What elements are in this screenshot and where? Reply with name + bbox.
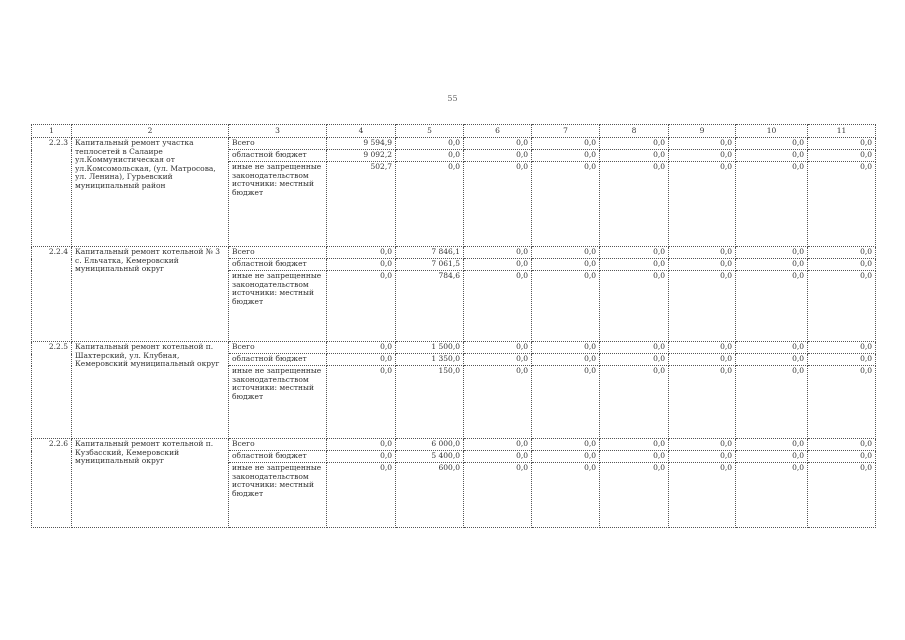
value-cell: 0,0 <box>327 463 396 528</box>
value-cell: 0,0 <box>808 439 876 451</box>
section-name: Капитальный ремонт котельной № 3 с. Ельчатка, Кемеровский муниципальный округ <box>72 247 229 342</box>
value-cell: 0,0 <box>464 342 532 354</box>
column-header: 7 <box>532 125 600 138</box>
value-cell: 0,0 <box>736 271 808 342</box>
value-cell: 0,0 <box>669 366 736 439</box>
value-cell: 0,0 <box>600 271 669 342</box>
value-cell: 0,0 <box>396 162 464 247</box>
value-cell: 0,0 <box>736 342 808 354</box>
column-header: 6 <box>464 125 532 138</box>
value-cell: 0,0 <box>808 259 876 271</box>
table-row <box>32 247 876 259</box>
value-cell: 0,0 <box>736 259 808 271</box>
section-name: Капитальный ремонт котельной п. Кузбасский, Кемеровский муниципальный округ <box>72 439 229 528</box>
value-cell: 7 061,5 <box>396 259 464 271</box>
value-cell: 0,0 <box>600 354 669 366</box>
budget-table <box>31 124 876 528</box>
value-cell: 0,0 <box>669 463 736 528</box>
value-cell: 0,0 <box>600 150 669 162</box>
value-cell: 784,6 <box>396 271 464 342</box>
value-cell: 9 092,2 <box>327 150 396 162</box>
value-cell: 0,0 <box>327 354 396 366</box>
section-code: 2.2.6 <box>32 439 72 528</box>
value-cell: 0,0 <box>396 138 464 150</box>
column-number-row <box>32 125 876 138</box>
funding-source-label: Всего <box>229 342 327 354</box>
value-cell: 502,7 <box>327 162 396 247</box>
value-cell: 0,0 <box>464 354 532 366</box>
value-cell: 0,0 <box>532 463 600 528</box>
value-cell: 0,0 <box>669 451 736 463</box>
section-code: 2.2.5 <box>32 342 72 439</box>
value-cell: 0,0 <box>808 271 876 342</box>
value-cell: 0,0 <box>327 271 396 342</box>
value-cell: 9 594,9 <box>327 138 396 150</box>
value-cell: 0,0 <box>327 247 396 259</box>
value-cell: 0,0 <box>327 342 396 354</box>
funding-source-label: областной бюджет <box>229 451 327 463</box>
value-cell: 0,0 <box>532 354 600 366</box>
value-cell: 0,0 <box>669 150 736 162</box>
value-cell: 0,0 <box>532 247 600 259</box>
value-cell: 0,0 <box>808 366 876 439</box>
value-cell: 0,0 <box>600 463 669 528</box>
section-code: 2.2.3 <box>32 138 72 247</box>
funding-source-label: иные не запрещенные законодательством источники: местный бюджет <box>229 463 327 528</box>
value-cell: 0,0 <box>600 162 669 247</box>
column-header: 11 <box>808 125 876 138</box>
value-cell: 600,0 <box>396 463 464 528</box>
value-cell: 0,0 <box>736 463 808 528</box>
value-cell: 0,0 <box>532 150 600 162</box>
value-cell: 0,0 <box>464 451 532 463</box>
value-cell: 0,0 <box>669 271 736 342</box>
value-cell: 0,0 <box>532 138 600 150</box>
value-cell: 7 846,1 <box>396 247 464 259</box>
value-cell: 0,0 <box>464 463 532 528</box>
section-code: 2.2.4 <box>32 247 72 342</box>
value-cell: 0,0 <box>600 451 669 463</box>
value-cell: 0,0 <box>464 138 532 150</box>
funding-source-label: иные не запрещенные законодательством источники: местный бюджет <box>229 162 327 247</box>
value-cell: 0,0 <box>464 247 532 259</box>
value-cell: 0,0 <box>464 439 532 451</box>
value-cell: 0,0 <box>327 451 396 463</box>
value-cell: 0,0 <box>808 451 876 463</box>
value-cell: 0,0 <box>669 162 736 247</box>
value-cell: 0,0 <box>327 259 396 271</box>
value-cell: 0,0 <box>464 366 532 439</box>
column-header: 2 <box>72 125 229 138</box>
column-header: 3 <box>229 125 327 138</box>
value-cell: 0,0 <box>464 271 532 342</box>
column-header: 9 <box>669 125 736 138</box>
value-cell: 1 350,0 <box>396 354 464 366</box>
funding-source-label: Всего <box>229 247 327 259</box>
value-cell: 0,0 <box>736 439 808 451</box>
value-cell: 0,0 <box>327 366 396 439</box>
value-cell: 0,0 <box>808 247 876 259</box>
value-cell: 0,0 <box>532 259 600 271</box>
table-row <box>32 439 876 451</box>
section-name: Капитальный ремонт участка теплосетей в Салаире ул.Коммунистическая от ул.Комсомольская, (ул. Матросова, ул. Ленина), Гурьевский муниципальный район <box>72 138 229 247</box>
value-cell: 0,0 <box>600 342 669 354</box>
value-cell: 0,0 <box>669 247 736 259</box>
value-cell: 0,0 <box>808 342 876 354</box>
funding-source-label: областной бюджет <box>229 150 327 162</box>
value-cell: 5 400,0 <box>396 451 464 463</box>
value-cell: 0,0 <box>669 439 736 451</box>
value-cell: 0,0 <box>808 354 876 366</box>
value-cell: 0,0 <box>600 366 669 439</box>
page-number: 55 <box>447 94 458 103</box>
value-cell: 0,0 <box>600 259 669 271</box>
value-cell: 0,0 <box>669 354 736 366</box>
value-cell: 0,0 <box>669 138 736 150</box>
value-cell: 0,0 <box>736 138 808 150</box>
funding-source-label: иные не запрещенные законодательством источники: местный бюджет <box>229 271 327 342</box>
funding-source-label: иные не запрещенные законодательством источники: местный бюджет <box>229 366 327 439</box>
value-cell: 0,0 <box>327 439 396 451</box>
value-cell: 0,0 <box>600 439 669 451</box>
value-cell: 0,0 <box>600 138 669 150</box>
column-header: 1 <box>32 125 72 138</box>
table-row <box>32 138 876 150</box>
value-cell: 0,0 <box>532 366 600 439</box>
column-header: 5 <box>396 125 464 138</box>
funding-source-label: областной бюджет <box>229 259 327 271</box>
column-header: 10 <box>736 125 808 138</box>
value-cell: 0,0 <box>808 463 876 528</box>
value-cell: 0,0 <box>736 150 808 162</box>
value-cell: 0,0 <box>736 451 808 463</box>
value-cell: 1 500,0 <box>396 342 464 354</box>
value-cell: 0,0 <box>396 150 464 162</box>
funding-source-label: Всего <box>229 138 327 150</box>
value-cell: 0,0 <box>736 354 808 366</box>
value-cell: 0,0 <box>736 247 808 259</box>
value-cell: 0,0 <box>808 150 876 162</box>
value-cell: 0,0 <box>532 162 600 247</box>
value-cell: 0,0 <box>464 150 532 162</box>
value-cell: 0,0 <box>808 162 876 247</box>
value-cell: 6 000,0 <box>396 439 464 451</box>
value-cell: 0,0 <box>736 366 808 439</box>
column-header: 4 <box>327 125 396 138</box>
value-cell: 0,0 <box>600 247 669 259</box>
value-cell: 0,0 <box>532 439 600 451</box>
section-name: Капитальный ремонт котельной п. Шахтерский, ул. Клубная, Кемеровский муниципальный округ <box>72 342 229 439</box>
value-cell: 0,0 <box>464 259 532 271</box>
value-cell: 0,0 <box>669 342 736 354</box>
value-cell: 0,0 <box>532 271 600 342</box>
value-cell: 0,0 <box>736 162 808 247</box>
value-cell: 0,0 <box>808 138 876 150</box>
funding-source-label: Всего <box>229 439 327 451</box>
value-cell: 0,0 <box>669 259 736 271</box>
value-cell: 0,0 <box>464 162 532 247</box>
value-cell: 150,0 <box>396 366 464 439</box>
value-cell: 0,0 <box>532 451 600 463</box>
value-cell: 0,0 <box>532 342 600 354</box>
column-header: 8 <box>600 125 669 138</box>
funding-source-label: областной бюджет <box>229 354 327 366</box>
table-row <box>32 342 876 354</box>
